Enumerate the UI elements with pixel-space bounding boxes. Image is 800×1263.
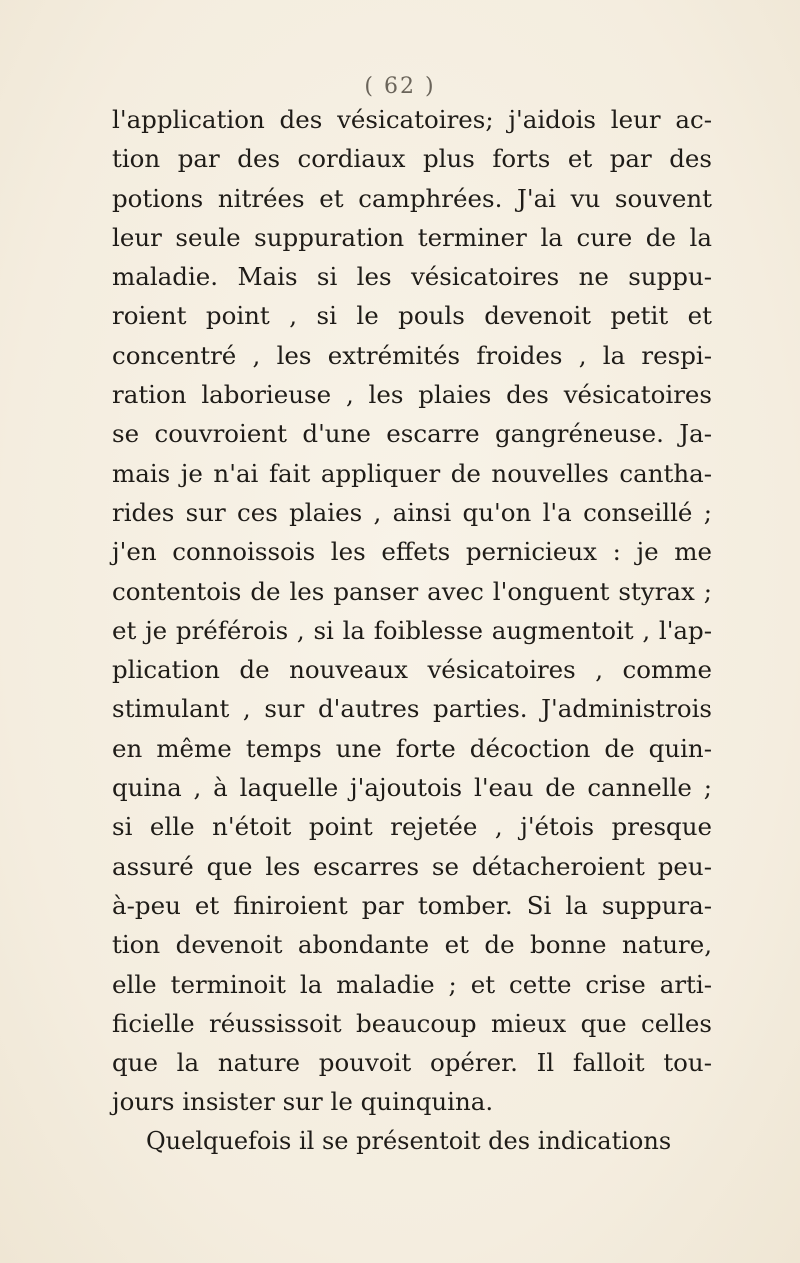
text-line: si elle n'étoit point rejetée , j'étois presque [112, 812, 712, 842]
text-line: elle terminoit la maladie ; et cette crise arti- [112, 969, 712, 999]
text-line: contentois de les panser avec l'onguent styrax ; [112, 576, 712, 606]
text-line: se couvroient d'une escarre gangréneuse. Ja- [112, 419, 712, 449]
page-number: ( 62 ) [364, 74, 436, 99]
text-line: assuré que les escarres se détacheroient peu- [112, 851, 712, 881]
text-line: tion par des cordiaux plus forts et par des [112, 144, 712, 174]
text-line: et je préférois , si la foiblesse augmentoit , l'ap- [112, 615, 712, 645]
text-body [112, 100, 712, 1161]
text-line: jours insister sur le quinquina. [112, 1087, 494, 1117]
text-line: j'en connoissois les effets pernicieux : je me [112, 537, 712, 567]
text-line: plication de nouveaux vésicatoires , comme [112, 655, 712, 685]
text-line: l'application des vésicatoires; j'aidois leur ac- [112, 105, 712, 134]
text-line: en même temps une forte décoction de quin- [112, 733, 712, 763]
text-line: roient point , si le pouls devenoit petit et [112, 301, 712, 331]
text-line: rides sur ces plaies , ainsi qu'on l'a conseillé ; [112, 497, 712, 527]
text-line: potions nitrées et camphrées. J'ai vu souvent [112, 183, 712, 213]
text-line: ration laborieuse , les plaies des vésicatoires [112, 380, 712, 410]
text-line: que la nature pouvoit opérer. Il falloit tou- [112, 1048, 712, 1078]
text-line: quina , à laquelle j'ajoutois l'eau de cannelle ; [112, 773, 712, 803]
text-line: tion devenoit abondante et de bonne nature, [112, 930, 712, 960]
text-line: maladie. Mais si les vésicatoires ne suppu- [112, 262, 712, 292]
text-line: leur seule suppuration terminer la cure de la [112, 222, 712, 252]
text-line: Quelquefois il se présentoit des indications [146, 1126, 672, 1155]
text-line: concentré , les extrémités froides , la respi- [112, 340, 712, 370]
text-line: à-peu et finiroient par tomber. Si la suppura- [112, 890, 712, 920]
text-line: stimulant , sur d'autres parties. J'administrois [112, 694, 712, 724]
text-line: ficielle réussissoit beaucoup mieux que celles [112, 1008, 712, 1038]
text-line: mais je n'ai fait appliquer de nouvelles cantha- [112, 458, 712, 488]
